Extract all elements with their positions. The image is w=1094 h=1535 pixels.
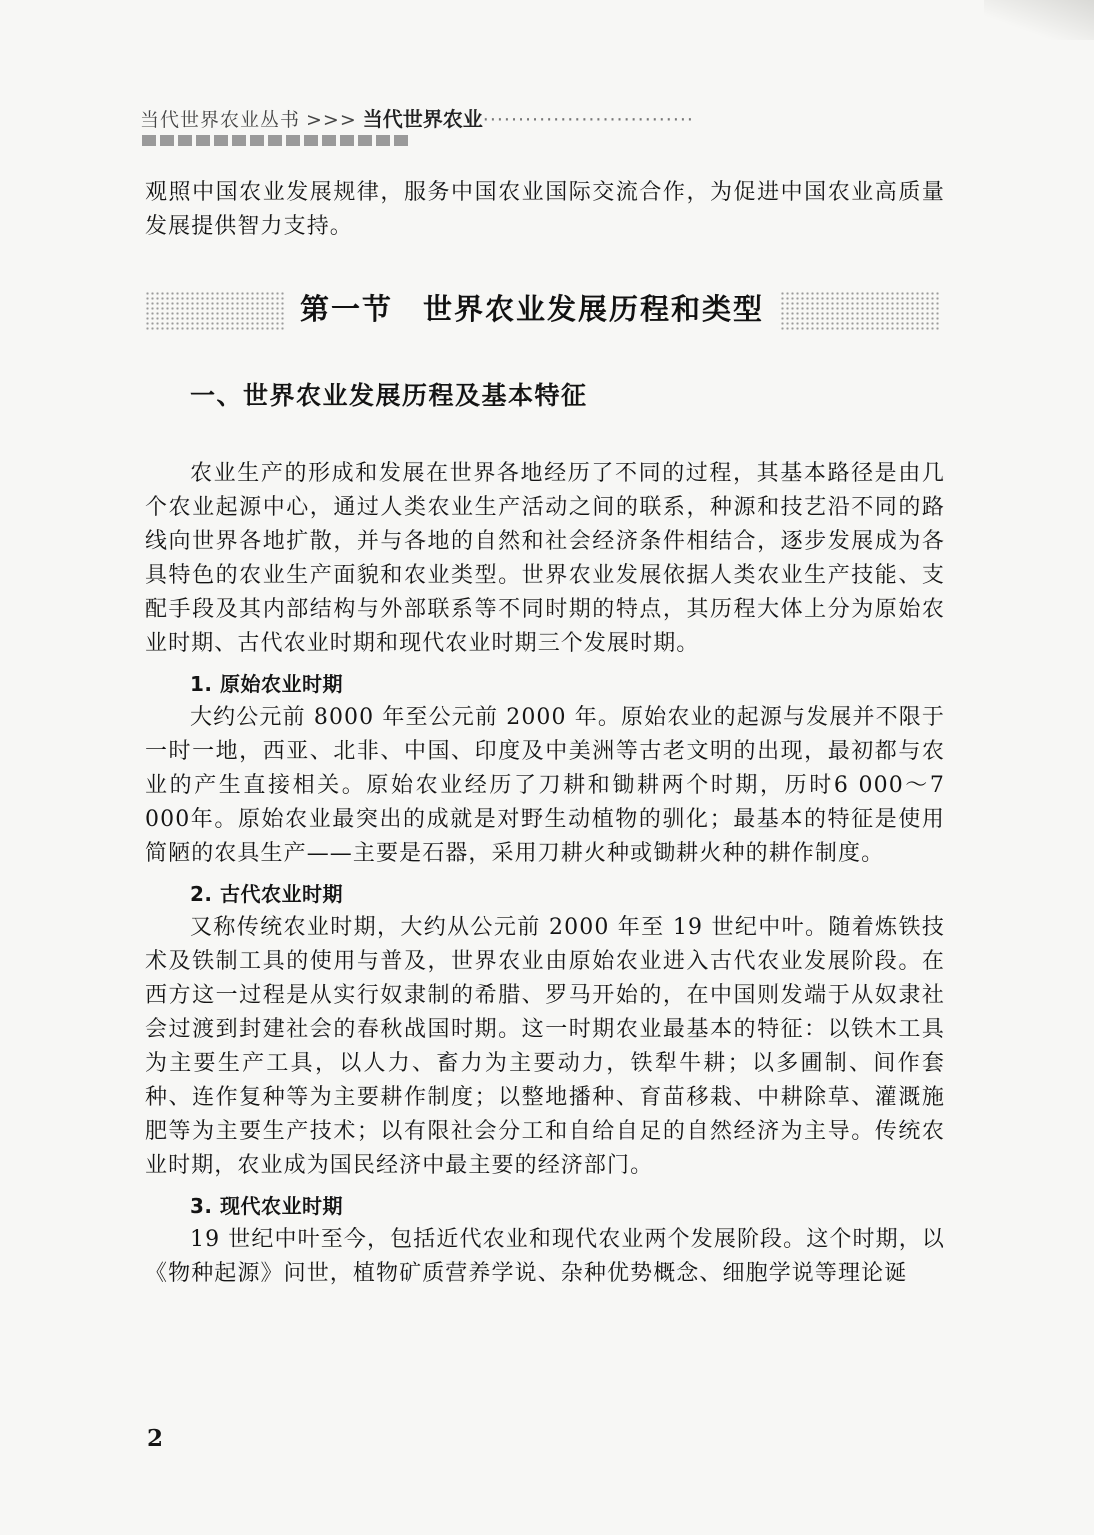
section-heading-dot-pattern-right bbox=[780, 291, 940, 331]
subsection-title: 一、世界农业发展历程及基本特征 bbox=[190, 381, 588, 410]
item-title-primitive: 1. 原始农业时期 bbox=[190, 672, 343, 696]
header-dot-leader: ······························ bbox=[482, 109, 694, 131]
item-title-ancient: 2. 古代农业时期 bbox=[190, 882, 343, 906]
header-decorative-bar bbox=[142, 135, 408, 146]
section-heading bbox=[145, 283, 940, 339]
intro-paragraph: 观照中国农业发展规律，服务中国农业国际交流合作，为促进中国农业高质量发展提供智力支持。 bbox=[145, 180, 945, 239]
running-header bbox=[140, 103, 694, 132]
overview-paragraph: 农业生产的形成和发展在世界各地经历了不同的过程，其基本路径是由几个农业起源中心，通过人类农业生产活动之间的联系，种源和技艺沿不同的路线向世界各地扩散，并与各地的自然和社会经济条件相结合，逐步发展成为各具特色的农业生产面貌和农业类型。世界农业发展依据人类农业生产技能、支配手段及其内部结构与外部联系等不同时期的特点，其历程大体上分为原始农业时期、古代农业时期和现代农业时期三个发展时期。 bbox=[145, 461, 945, 656]
page-corner-shadow bbox=[984, 0, 1094, 40]
section-name: 世界农业发展历程和类型 bbox=[423, 292, 765, 326]
primitive-agriculture-paragraph: 大约公元前 8000 年至公元前 2000 年。原始农业的起源与发展并不限于一时一地，西亚、北非、中国、印度及中美洲等古老文明的出现，最初都与农业的产生直接相关。原始农业经历了刀耕和锄耕两个时期，历时6 000～7 000年。原始农业最突出的成就是对野生动植物的驯化；最基本的特征是使用简陋的农具生产——主要是石器，采用刀耕火种或锄耕火种的耕作制度。 bbox=[145, 705, 945, 866]
section-number: 第一节 bbox=[300, 292, 394, 326]
page-number: 2 bbox=[147, 1425, 164, 1452]
section-heading-dot-pattern-left bbox=[145, 291, 285, 331]
modern-agriculture-paragraph: 19 世纪中叶至今，包括近代农业和现代农业两个发展阶段。这个时期，以《物种起源》问世，植物矿质营养学说、杂种优势概念、细胞学说等理论诞 bbox=[145, 1227, 945, 1286]
book-title: 当代世界农业 bbox=[362, 107, 483, 131]
item-title-modern: 3. 现代农业时期 bbox=[190, 1194, 343, 1218]
main-text-block bbox=[145, 457, 945, 1291]
header-separator: >>> bbox=[306, 109, 357, 131]
ancient-agriculture-paragraph: 又称传统农业时期，大约从公元前 2000 年至 19 世纪中叶。随着炼铁技术及铁制工具的使用与普及，世界农业由原始农业进入古代农业发展阶段。在西方这一过程是从实行奴隶制的希腊、罗马开始的，在中国则发端于从奴隶社会过渡到封建社会的春秋战国时期。这一时期农业最基本的特征：以铁木工具为主要生产工具，以人力、畜力为主要动力，铁犁牛耕；以多圃制、间作套种、连作复种等为主要耕作制度；以整地播种、育苗移栽、中耕除草、灌溉施肥等为主要生产技术；以有限社会分工和自给自足的自然经济为主导。传统农业时期，农业成为国民经济中最主要的经济部门。 bbox=[145, 915, 945, 1178]
series-title: 当代世界农业丛书 bbox=[140, 109, 301, 131]
section-title bbox=[300, 287, 764, 328]
